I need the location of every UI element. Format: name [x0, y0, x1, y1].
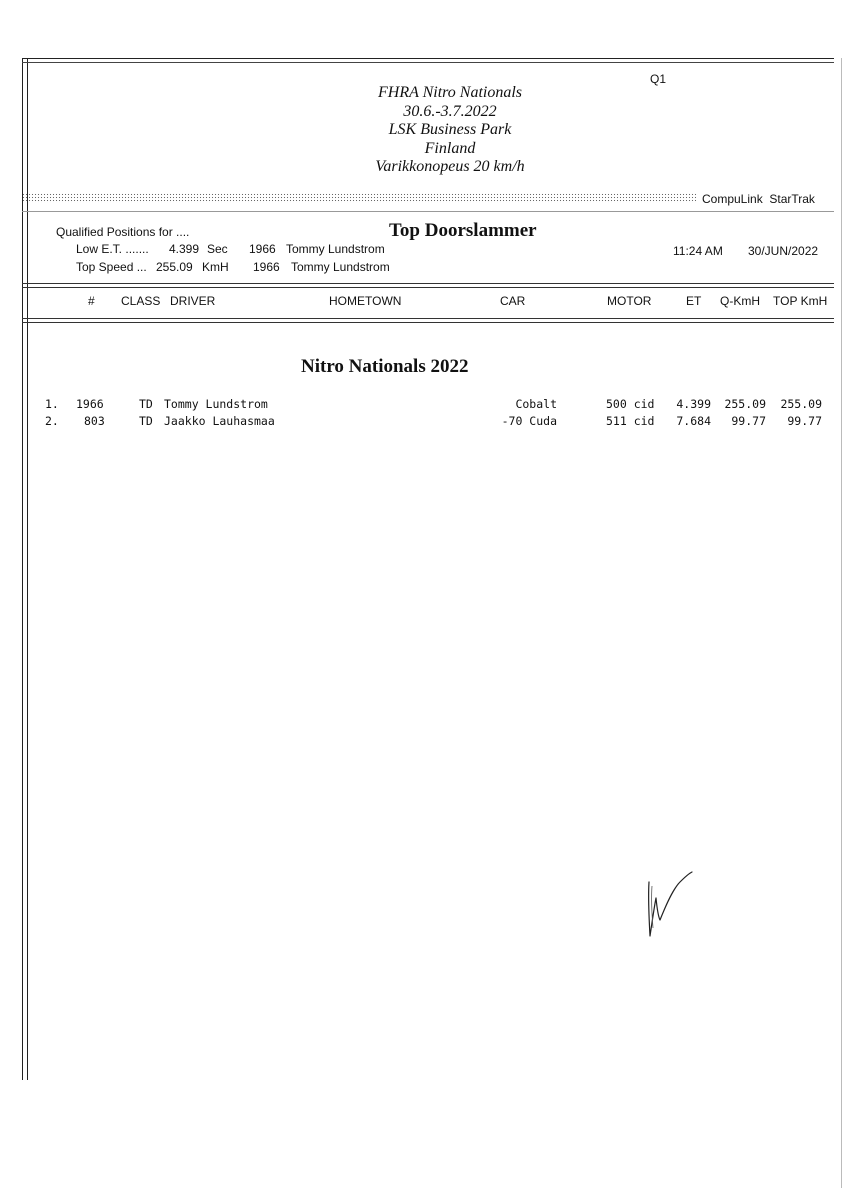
- column-header-bottom-line: [22, 318, 834, 319]
- row-driver: Tommy Lundstrom: [164, 397, 268, 411]
- top-speed-value: 255.09: [156, 260, 193, 274]
- frame-top-line: [22, 58, 834, 59]
- row-et: 4.399: [676, 397, 711, 411]
- low-et-value: 4.399: [169, 242, 200, 256]
- frame-right-line: [841, 58, 842, 1188]
- row-car: Cobalt: [515, 397, 557, 411]
- report-code: Q1: [650, 72, 667, 86]
- top-speed-label: Top Speed ...: [76, 260, 147, 274]
- column-header-top-line-2: [22, 287, 834, 288]
- col-driver: DRIVER: [170, 294, 216, 308]
- col-top-kmh: TOP KmH: [773, 294, 828, 308]
- report-time: 11:24 AM: [673, 244, 723, 258]
- row-q-kmh: 255.09: [724, 397, 766, 411]
- row-et: 7.684: [676, 414, 711, 428]
- col-num: #: [88, 294, 95, 308]
- column-header-top-line: [22, 283, 834, 284]
- system-name: CompuLink StarTrak: [702, 192, 815, 206]
- top-speed-unit: KmH: [202, 260, 229, 274]
- table-row: [0, 397, 848, 412]
- row-driver: Jaakko Lauhasmaa: [164, 414, 275, 428]
- low-et-car: 1966: [249, 242, 276, 256]
- row-motor: 511 cid: [606, 414, 655, 428]
- column-header-bottom-line-2: [22, 322, 834, 323]
- col-class: CLASS: [121, 294, 161, 308]
- section-title: Nitro Nationals 2022: [301, 356, 469, 377]
- col-hometown: HOMETOWN: [329, 294, 402, 308]
- event-dates: 30.6.-3.7.2022: [403, 102, 497, 120]
- low-et-driver: Tommy Lundstrom: [286, 242, 385, 256]
- frame-top-inner-line: [22, 62, 834, 63]
- top-speed-driver: Tommy Lundstrom: [291, 260, 390, 274]
- row-position: 2.: [45, 414, 59, 428]
- report-date: 30/JUN/2022: [748, 244, 819, 258]
- row-motor: 500 cid: [606, 397, 655, 411]
- col-motor: MOTOR: [607, 294, 652, 308]
- row-top-kmh: 255.09: [780, 397, 822, 411]
- row-car: -70 Cuda: [501, 414, 557, 428]
- separator-line: [22, 211, 834, 212]
- qualified-label: Qualified Positions for ....: [56, 225, 190, 239]
- event-country: Finland: [424, 139, 476, 157]
- dotted-separator: [22, 193, 696, 203]
- row-number: 803: [84, 414, 105, 428]
- low-et-unit: Sec: [207, 242, 228, 256]
- column-headers: [0, 294, 848, 310]
- table-row: [0, 414, 848, 429]
- top-speed-line: [76, 260, 396, 276]
- low-et-label: Low E.T. .......: [76, 242, 149, 256]
- col-et: ET: [686, 294, 702, 308]
- row-class: TD: [139, 414, 153, 428]
- row-position: 1.: [45, 397, 59, 411]
- col-car: CAR: [500, 294, 526, 308]
- class-title: Top Doorslammer: [389, 220, 537, 241]
- event-name: FHRA Nitro Nationals: [377, 84, 522, 101]
- low-et-line: [76, 242, 396, 258]
- row-class: TD: [139, 397, 153, 411]
- event-venue: LSK Business Park: [388, 121, 512, 138]
- row-number: 1966: [76, 397, 104, 411]
- row-top-kmh: 99.77: [787, 414, 822, 428]
- event-header: [360, 84, 540, 177]
- row-q-kmh: 99.77: [731, 414, 766, 428]
- signature-image: [640, 868, 700, 940]
- event-pit-speed: Varikkonopeus 20 km/h: [375, 158, 525, 175]
- col-q-kmh: Q-KmH: [720, 294, 760, 308]
- top-speed-car: 1966: [253, 260, 280, 274]
